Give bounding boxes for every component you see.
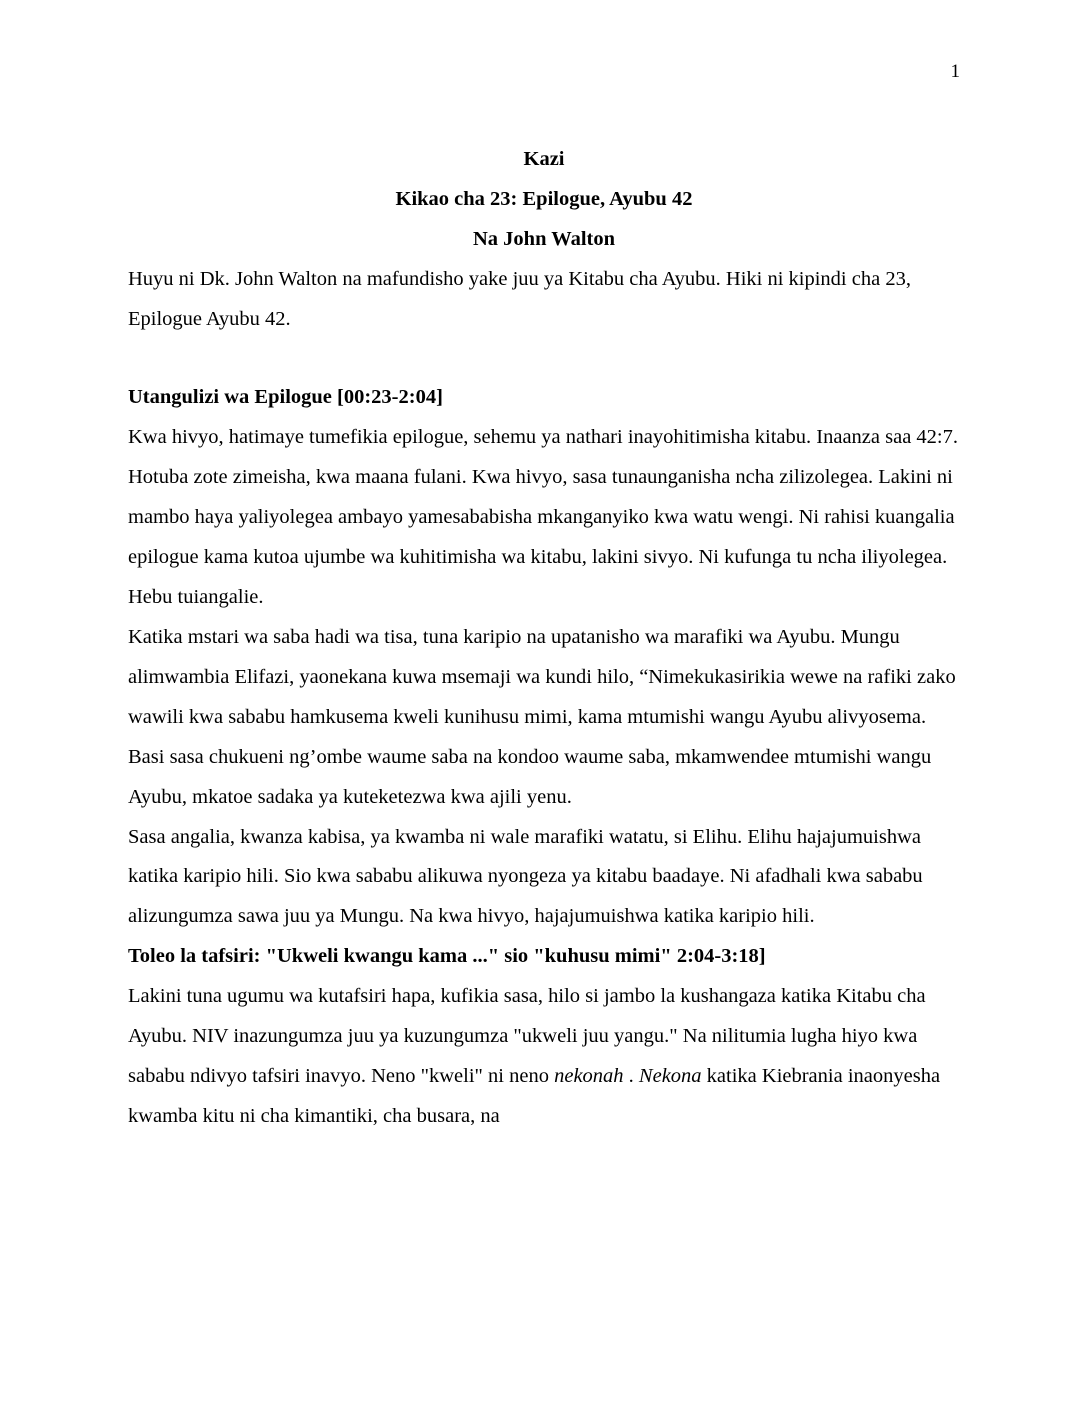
document-author: Na John Walton [472, 227, 616, 250]
hebrew-term-nekonah: nekonah [554, 1065, 624, 1088]
paragraph-2: Katika mstari wa saba hadi wa tisa, tuna karipio na upatanisho wa marafiki wa Ayubu. Mungu alimwambia Elifazi, yaonekana kuwa msemaji wa kundi hilo, “Nimekukasirikia wewe na rafiki zako wawili kwa sababu hamkusema kweli kunihusu mimi, kama mtumishi wangu Ayubu alivyosema. Basi sasa chukueni ng’ombe waume saba na kondoo waume saba, mkamwendee mtumishi wangu Ayubu, mkatoe sadaka ya kuteketezwa kwa ajili yenu. [128, 625, 956, 808]
paragraph-3: Sasa angalia, kwanza kabisa, ya kwamba ni wale marafiki watatu, si Elihu. Elihu hajajumuishwa katika karipio hili. Sio kwa sababu alikuwa nyongeza ya kitabu baadaye. Ni afadhali kwa sababu alizungumza sawa juu ya Mungu. Na kwa hivyo, hajajumuishwa katika karipio hili. [128, 825, 923, 928]
section-heading-introduction: Utangulizi wa Epilogue [00:23-2:04] [128, 385, 443, 408]
intro-paragraph: Huyu ni Dk. John Walton na mafundisho yake juu ya Kitabu cha Ayubu. Hiki ni kipindi cha 23, Epilogue Ayubu 42. [128, 267, 911, 330]
page-number: 1 [950, 61, 960, 82]
paragraph-1: Kwa hivyo, hatimaye tumefikia epilogue, sehemu ya nathari inayohitimisha kitabu. Inaanza saa 42:7. Hotuba zote zimeisha, kwa maana fulani. Kwa hivyo, sasa tunaunganisha ncha zilizolegea. Lakini ni mambo haya yaliyolegea ambayo yamesababisha mkanganyiko kwa watu wengi. Ni rahisi kuangalia epilogue kama kutoa ujumbe wa kuhitimisha wa kitabu, lakini sivyo. Ni kufunga tu ncha iliyolegea. Hebu tuiangalie. [128, 425, 958, 608]
document-title-block [128, 140, 960, 260]
hebrew-term-nekona: Nekona [638, 1065, 702, 1088]
document-title: Kazi [523, 148, 565, 170]
paragraph-4-text-part-1: Lakini tuna ugumu wa kutafsiri hapa, kufikia sasa, hilo si jambo la kushangaza katika Kitabu cha Ayubu. NIV inazungumza juu ya kuzungumza "ukweli juu yangu." Na nilitumia lugha hiyo kwa sababu ndivyo tafsiri inavyo. Neno "kweli" ni neno [128, 985, 926, 1088]
paragraph-4-text-part-3: katika Kiebrania inaonyesha kwamba kitu ni cha kimantiki, cha busara, na [128, 1065, 941, 1128]
section-heading-translation: Toleo la tafsiri: "Ukweli kwangu kama ..." sio "kuhusu mimi" 2:04-3:18] [128, 945, 766, 968]
paragraph-spacer [128, 340, 960, 378]
paragraph-4-text-part-2: . [623, 1065, 639, 1088]
paragraph-4 [128, 977, 960, 1137]
document-body [128, 260, 960, 1137]
document-subtitle: Kikao cha 23: Epilogue, Ayubu 42 [395, 187, 693, 210]
